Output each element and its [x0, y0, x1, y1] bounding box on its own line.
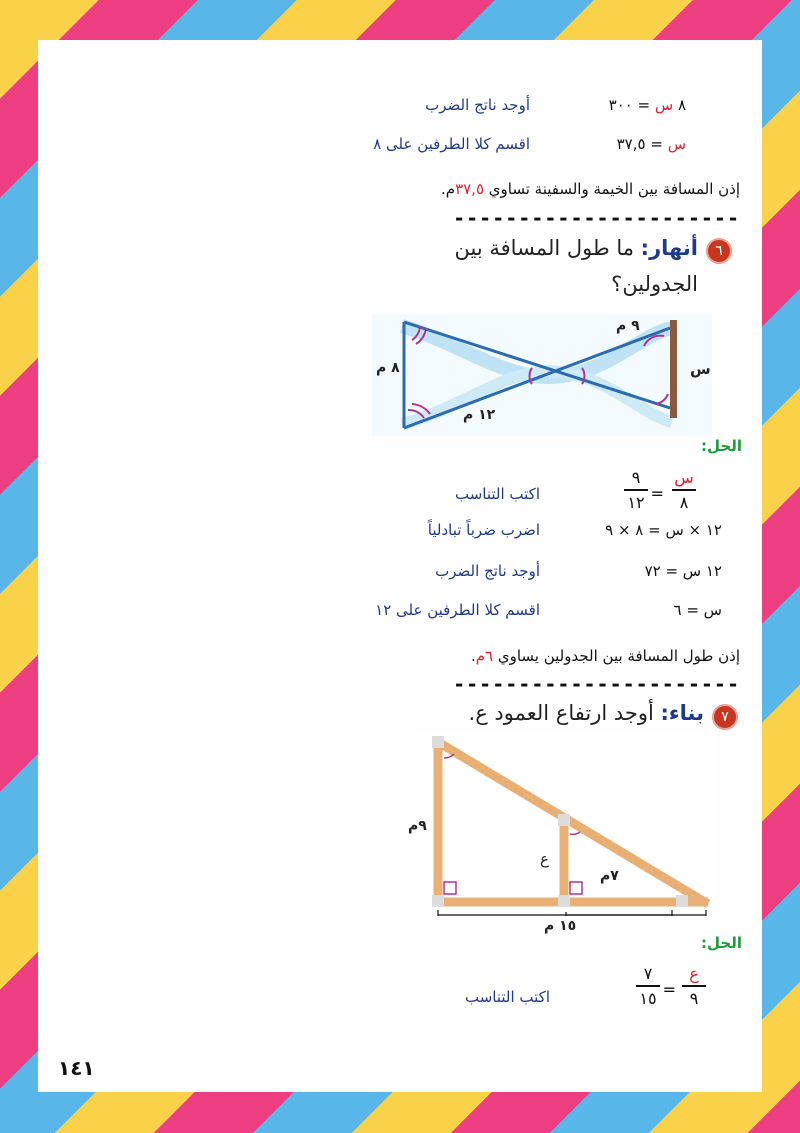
- label-8m: ٨ م: [376, 360, 400, 376]
- joint-middle-bottom: [558, 895, 570, 907]
- q6-step1-desc: اضرب ضرباً تبادلياً: [427, 521, 540, 539]
- q6-fraction-lhs: س ٨: [672, 468, 696, 512]
- joint-middle-top: [558, 814, 570, 826]
- q6-step3-desc: اقسم كلا الطرفين على ١٢: [375, 601, 540, 619]
- question-6-title-line2: الجدولين؟: [611, 272, 698, 296]
- separator-2: ----------------------: [453, 672, 740, 696]
- q6-conclusion: إذن طول المسافة بين الجدولين يساوي ٦م.: [470, 647, 740, 665]
- question-7-title: بناء: أوجد ارتفاع العمود ع.: [468, 701, 704, 725]
- page-sheet: [38, 40, 762, 1092]
- prev-row1-desc: أوجد ناتج الضرب: [425, 96, 530, 114]
- q6-solution-label: الحل:: [701, 437, 742, 455]
- joint-bottom-left: [432, 895, 444, 907]
- label-a: ع: [540, 850, 549, 868]
- label-s: س: [690, 360, 711, 378]
- prev-row2-expr: س = ٣٧,٥: [616, 135, 686, 153]
- label-15m: ١٥ م: [544, 918, 577, 934]
- q6-fraction-desc: اكتب التناسب: [455, 485, 540, 503]
- prev-row1-expr: ٨ س = ٣٠٠: [608, 96, 686, 114]
- joint-top: [432, 736, 444, 748]
- prev-row2-desc: اقسم كلا الطرفين على ٨: [373, 135, 530, 153]
- page-number: ١٤١: [58, 1056, 95, 1080]
- label-9m: ٩ م: [616, 318, 640, 334]
- question-7-badge: ٧: [712, 704, 738, 730]
- q7-fraction-desc: اكتب التناسب: [465, 988, 550, 1006]
- q6-step2-expr: ١٢ س = ٧٢: [644, 562, 722, 580]
- label-9m-column: ٩م: [408, 818, 427, 834]
- label-12m: ١٢ م: [463, 407, 496, 423]
- question-6-badge: ٦: [706, 238, 732, 264]
- separator-1: ----------------------: [453, 206, 740, 230]
- q7-fraction-lhs: ع ٩: [682, 964, 706, 1008]
- q7-solution-label: الحل:: [701, 934, 742, 952]
- q6-fraction-rhs: ٩ ١٢: [624, 468, 648, 512]
- building-figure: [410, 734, 714, 916]
- rivers-figure: [372, 314, 712, 436]
- q7-fraction-rhs: ٧ ١٥: [636, 964, 660, 1008]
- prev-conclusion: إذن المسافة بين الخيمة والسفينة تساوي ٣٧,٥م.: [441, 180, 740, 198]
- q6-step2-desc: أوجد ناتج الضرب: [435, 562, 540, 580]
- q6-fraction-eq: =: [650, 484, 664, 503]
- right-post: [670, 320, 677, 418]
- label-7m: ٧م: [600, 868, 619, 884]
- question-6-title: أنهار: ما طول المسافة بين: [454, 236, 698, 260]
- q6-step1-expr: ١٢ × س = ٨ × ٩: [605, 521, 722, 539]
- q7-fraction-eq: =: [662, 980, 676, 999]
- q6-step3-expr: س = ٦: [673, 601, 722, 619]
- joint-right: [676, 895, 688, 907]
